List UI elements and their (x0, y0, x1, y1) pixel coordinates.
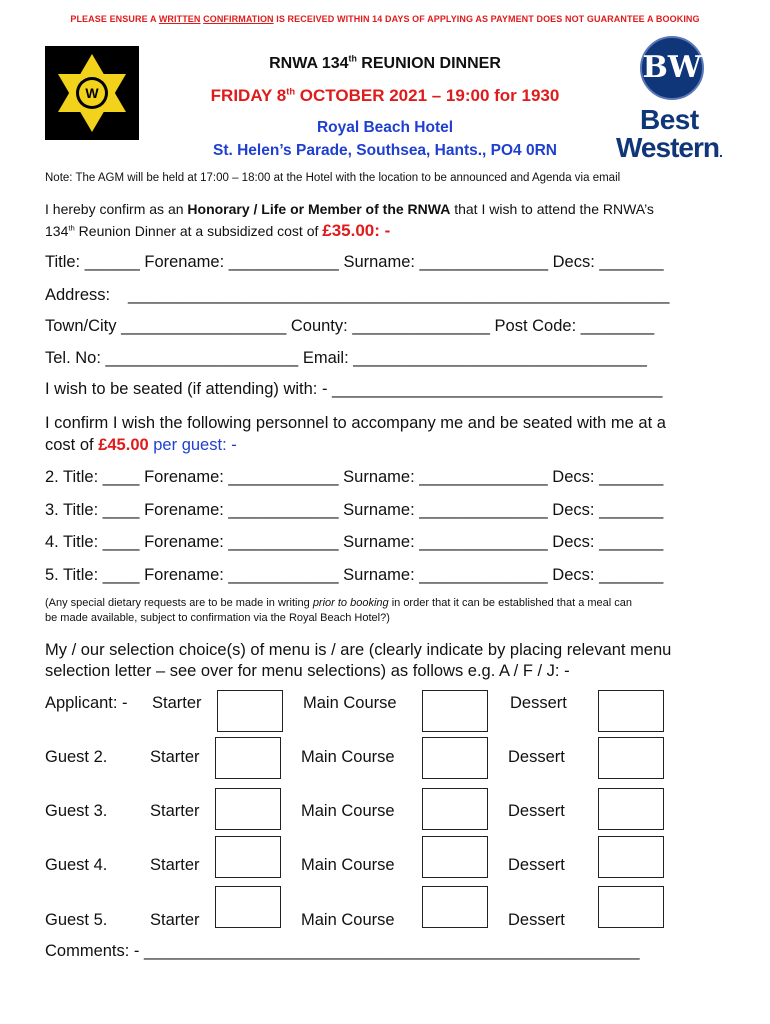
starter-box-guest-2[interactable] (215, 737, 281, 779)
dessert-label: Dessert (508, 748, 565, 766)
starter-box-guest-4[interactable] (215, 836, 281, 878)
starter-label: Starter (152, 694, 202, 712)
member-price: £35.00: - (322, 221, 391, 240)
guests-intro-line-1: I confirm I wish the following personnel to accompany me and be seated with me at a (45, 414, 666, 432)
address-label: Address: (45, 286, 111, 304)
tel-email-field[interactable]: Tel. No: _____________________ Email: ________________________________ (45, 349, 647, 367)
guest-cost-text: cost of (45, 436, 99, 454)
main-box-applicant[interactable] (422, 690, 488, 732)
confirm-line-1 (45, 201, 654, 217)
per-guest-text: per guest (148, 436, 223, 454)
main-course-label: Main Course (301, 911, 395, 929)
guest-row-5[interactable]: 5. Title: ____ Forename: ____________ Surname: ______________ Decs: _______ (45, 566, 664, 584)
starter-box-guest-5[interactable] (215, 886, 281, 928)
starter-label: Starter (150, 856, 200, 874)
main-box-guest-2[interactable] (422, 737, 488, 779)
comments-field[interactable]: Comments: - ______________________________________________________ (45, 942, 640, 960)
event-title (180, 55, 590, 73)
agm-note: Note: The AGM will be held at 17:00 – 18:00 at the Hotel with the location to be announced and Agenda via email (45, 172, 621, 184)
rnwa-star-logo (45, 46, 139, 140)
banner-text-2: IS RECEIVED WITHIN 14 DAYS OF APPLYING AS PAYMENT DOES NOT GUARANTEE A BOOKING (273, 14, 700, 24)
confirm-text-b: that I wish to attend the RNWA’s (450, 201, 654, 217)
logo-letter: W (85, 85, 99, 101)
main-box-guest-4[interactable] (422, 836, 488, 878)
applicant-name-field[interactable]: Title: ______ Forename: ____________ Surname: ______________ Decs: _______ (45, 253, 664, 271)
dessert-label: Dessert (508, 911, 565, 929)
guests-intro-line-2 (45, 436, 237, 455)
menu-intro-line-2: selection letter – see over for menu selections) as follows e.g. A / F / J: - (45, 662, 570, 680)
venue-address: St. Helen’s Parade, Southsea, Hants., PO4 0RN (213, 142, 557, 159)
banner-written: WRITTEN (158, 14, 201, 24)
banner-text-1: PLEASE ENSURE A (70, 14, 159, 24)
starter-box-applicant[interactable] (217, 690, 283, 732)
confirm-sup: th (68, 223, 75, 233)
venue-name: Royal Beach Hotel (316, 119, 454, 136)
per-guest-colon: : - (222, 436, 237, 454)
dietary-note-line-1 (45, 597, 632, 609)
menu-row-label: Guest 3. (45, 802, 108, 820)
dessert-label: Dessert (510, 694, 567, 712)
guest-row-2[interactable]: 2. Title: ____ Forename: ____________ Surname: ______________ Decs: _______ (45, 468, 664, 486)
menu-intro-line-1: My / our selection choice(s) of menu is / are (clearly indicate by placing relevant menu (45, 641, 672, 659)
menu-row-label: Applicant: - (45, 694, 128, 712)
event-date (180, 86, 590, 106)
confirm-134: 134 (45, 223, 69, 239)
dessert-box-guest-5[interactable] (598, 886, 664, 928)
starter-label: Starter (150, 748, 200, 766)
dietary-text-a: (Any special dietary requests are to be made in writing (45, 597, 313, 609)
main-course-label: Main Course (303, 694, 397, 712)
guest-row-4[interactable]: 4. Title: ____ Forename: ____________ Surname: ______________ Decs: _______ (45, 533, 664, 551)
dessert-label: Dessert (508, 802, 565, 820)
dessert-box-guest-2[interactable] (598, 737, 664, 779)
address-field[interactable] (45, 286, 670, 305)
main-course-label: Main Course (301, 802, 395, 820)
menu-row-label: Guest 4. (45, 856, 108, 874)
banner-confirmation: CONFIRMATION (203, 14, 274, 24)
starter-label: Starter (150, 911, 200, 929)
starter-label: Starter (150, 802, 200, 820)
confirm-text-a: I hereby confirm as an (45, 201, 188, 217)
menu-row-label: Guest 5. (45, 911, 108, 929)
main-box-guest-3[interactable] (422, 788, 488, 830)
bw-badge: BW (640, 36, 704, 100)
confirm-cost-text: Reunion Dinner at a subsidized cost of (74, 223, 323, 239)
dietary-italic: prior to booking (312, 597, 389, 609)
star-of-david-icon (45, 46, 139, 140)
bw-western (616, 132, 722, 164)
main-box-guest-5[interactable] (422, 886, 488, 928)
title-part-b: REUNION DINNER (356, 55, 501, 72)
title-part-a: RNWA 134 (269, 55, 349, 72)
title-sup: th (348, 53, 357, 64)
best-western-logo (612, 36, 737, 166)
dietary-note-line-2: be made available, subject to confirmation via the Royal Beach Hotel?) (45, 612, 390, 624)
date-part-a: FRIDAY 8 (210, 86, 287, 105)
town-county-postcode-field[interactable]: Town/City __________________ County: _______________ Post Code: ________ (45, 317, 655, 335)
starter-box-guest-3[interactable] (215, 788, 281, 830)
bw-best: Best (640, 104, 699, 135)
bw-western-text: Western (616, 132, 719, 163)
main-course-label: Main Course (301, 856, 395, 874)
dietary-text-b: in order that it can be established that a meal can (388, 597, 633, 609)
bw-dot: . (718, 144, 722, 160)
address-line[interactable]: ___________________________________________________________ (128, 286, 670, 304)
guest-price: £45.00 (98, 436, 149, 454)
menu-row-label: Guest 2. (45, 748, 108, 766)
dessert-box-applicant[interactable] (598, 690, 664, 732)
dessert-label: Dessert (508, 856, 565, 874)
guest-row-3[interactable]: 3. Title: ____ Forename: ____________ Surname: ______________ Decs: _______ (45, 501, 664, 519)
confirm-line-2 (45, 221, 390, 241)
booking-warning-banner (0, 14, 770, 24)
seated-with-field[interactable]: I wish to be seated (if attending) with: - ____________________________________ (45, 380, 663, 398)
date-sup: th (286, 86, 296, 97)
main-course-label: Main Course (301, 748, 395, 766)
membership-type: Honorary / Life or Member of the RNWA (187, 201, 451, 217)
date-part-b: OCTOBER 2021 – 19:00 for 1930 (295, 86, 560, 105)
dessert-box-guest-4[interactable] (598, 836, 664, 878)
dessert-box-guest-3[interactable] (598, 788, 664, 830)
